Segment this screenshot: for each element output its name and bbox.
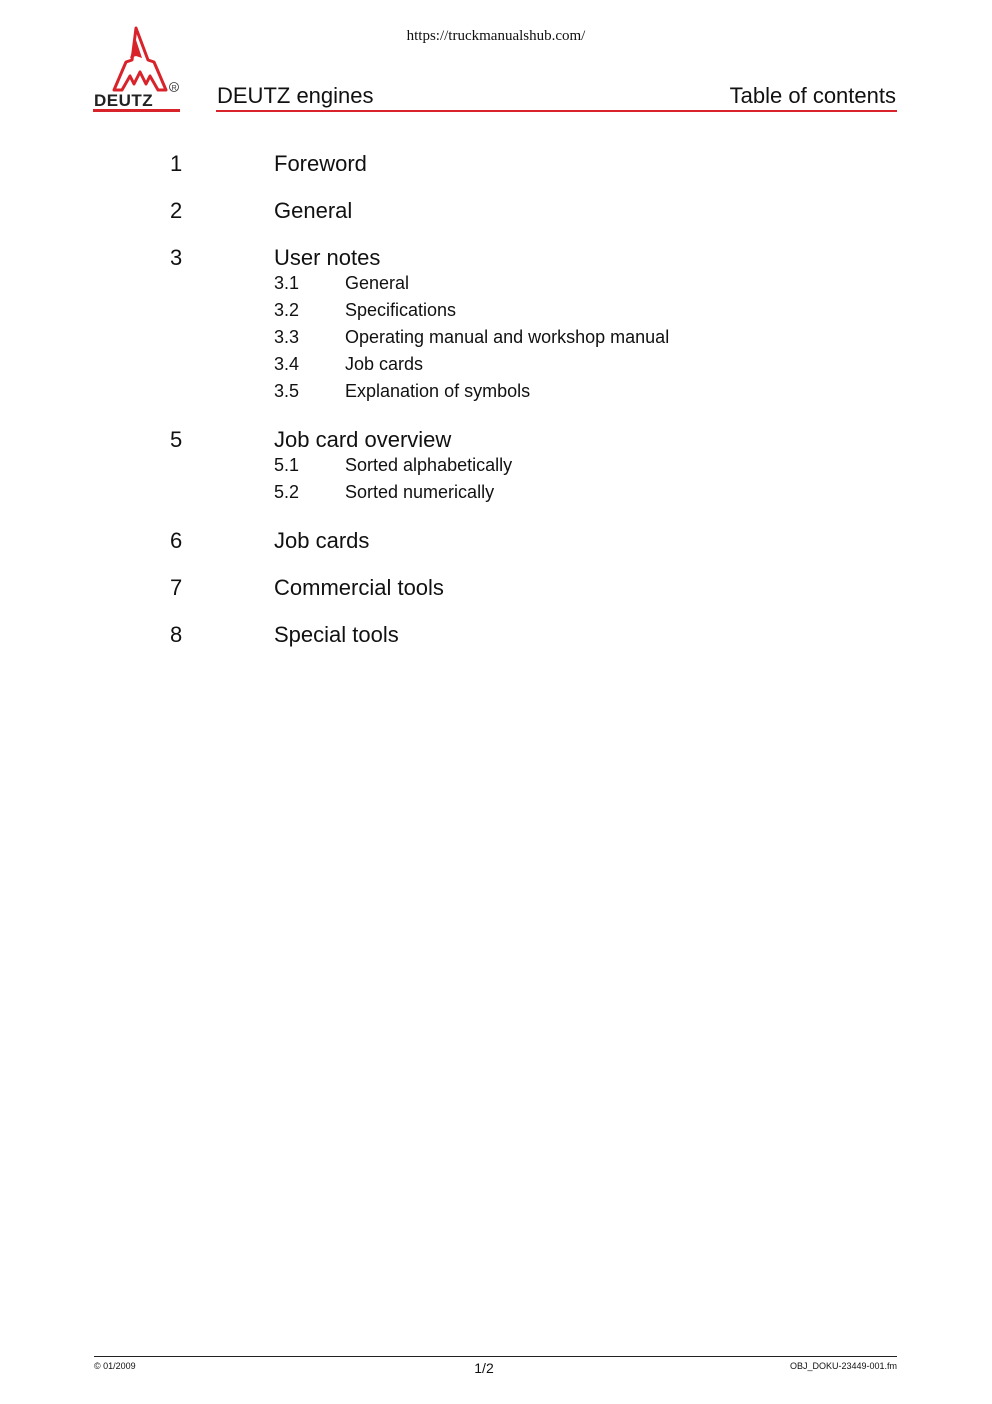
svg-text:DEUTZ: DEUTZ (94, 91, 154, 110)
toc-chapter-number: 6 (170, 528, 183, 553)
document-title: DEUTZ engines (217, 83, 374, 108)
deutz-logo-icon (92, 26, 184, 114)
source-url: https://truckmanualshub.com/ (406, 28, 586, 44)
toc-chapter-title[interactable]: Special tools (274, 622, 399, 647)
toc-chapter-number: 2 (170, 198, 183, 223)
toc-chapter-title[interactable]: Job cards (274, 528, 370, 553)
toc-subsection-title[interactable]: Operating manual and workshop manual (345, 327, 670, 347)
deutz-logo (92, 26, 184, 114)
header-divider (216, 110, 897, 112)
toc-subsection[interactable] (0, 300, 992, 322)
svg-text:R: R (171, 84, 177, 92)
toc-subsection-title[interactable]: Specifications (345, 300, 457, 320)
toc-subsection-number: 3.3 (274, 327, 300, 347)
page-number: 1/2 (474, 1360, 494, 1376)
section-title: Table of contents (729, 83, 896, 108)
toc-chapter-title[interactable]: Commercial tools (274, 575, 444, 600)
toc-subsection-number: 3.4 (274, 354, 300, 374)
toc-subsection-number: 5.1 (274, 455, 300, 475)
toc-chapter-number: 5 (170, 427, 183, 452)
toc-subsection[interactable] (0, 327, 992, 349)
footer-divider (94, 1356, 897, 1357)
toc-subsection[interactable] (0, 381, 992, 403)
toc-chapter-number: 1 (170, 151, 183, 176)
toc-subsection-number: 5.2 (274, 482, 300, 502)
toc-chapter-number: 3 (170, 245, 183, 270)
toc-chapter-title[interactable]: User notes (274, 245, 381, 270)
toc-subsection-number: 3.2 (274, 300, 300, 320)
toc-subsection[interactable] (0, 354, 992, 376)
toc-subsection[interactable] (0, 455, 992, 477)
toc-chapter-title[interactable]: Job card overview (274, 427, 452, 452)
toc-subsection[interactable] (0, 273, 992, 295)
toc-subsection[interactable] (0, 482, 992, 504)
footer-copyright: © 01/2009 (94, 1361, 136, 1371)
toc-subsection-title[interactable]: Sorted alphabetically (345, 455, 513, 475)
toc-chapter-number: 8 (170, 622, 183, 647)
toc-subsection-title[interactable]: General (345, 273, 410, 293)
toc-chapter-number: 7 (170, 575, 183, 600)
toc-chapter-title[interactable]: Foreword (274, 151, 367, 176)
toc-subsection-title[interactable]: Explanation of symbols (345, 381, 531, 401)
toc-chapter-title[interactable]: General (274, 198, 353, 223)
toc-subsection-title[interactable]: Job cards (345, 354, 424, 374)
document-id: OBJ_DOKU-23449-001.fm (789, 1361, 897, 1371)
toc-subsection-number: 3.1 (274, 273, 300, 293)
toc-subsection-title[interactable]: Sorted numerically (345, 482, 495, 502)
toc-subsection-number: 3.5 (274, 381, 300, 401)
